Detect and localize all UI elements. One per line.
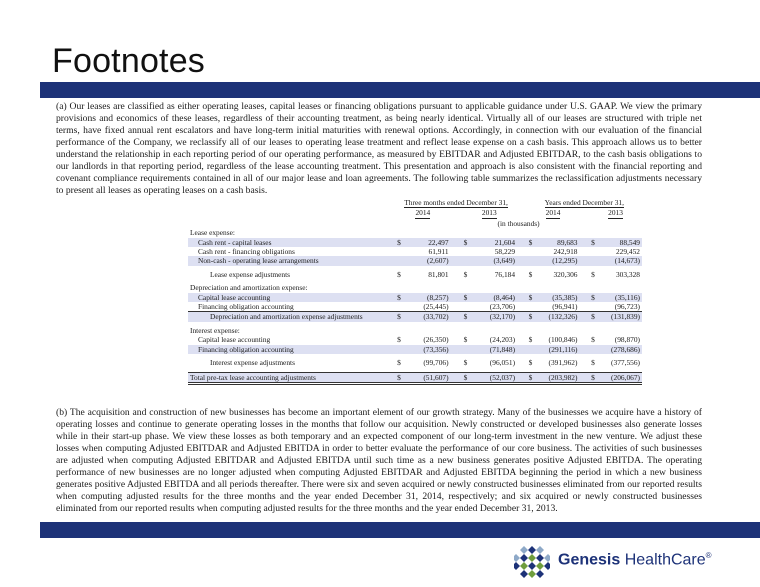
year-header: 2014 xyxy=(415,208,431,218)
company-logo xyxy=(514,545,734,579)
group-header-years: Years ended December 31, xyxy=(544,198,624,207)
lease-adjustments-table xyxy=(188,198,642,385)
table-row: Cash rent - financing obligations 61,911 58,229 242,918 229,452 xyxy=(198,247,640,257)
table-row: Cash rent - capital leases $ 22,497 $ 21,604 $ 89,683 $ 88,549 xyxy=(188,238,642,247)
subtotal-row: Depreciation and amortization expense adjustments $ (33,702) $ (32,170) $ (132,326) $ (131,839) xyxy=(188,312,642,322)
footnote-b: (b) The acquisition and construction of new businesses has become an important element of our growth strategy. Many of the businesses we acquire have a history of operating losses and continue to generate operating losses in the months that follow our acquisition. Newly constructed or developed businesses also generate losses while in their start-up phase. We view these losses as both temporary and an expected component of our long-term investment in the new venture. We adjust these losses when computing Adjusted EBITDAR and Adjusted EBITDA in order to better evaluate the performance of our core business. The activities of such businesses are adjusted when computing Adjusted EBITDAR and Adjusted EBITDA until such time as a new business generates positive Adjusted EBITDA. The operating performance of new businesses are no longer adjusted when computing Adjusted EBITDAR and Adjusted EBITDA beginning the period in which a new business generates positive Adjusted EBITDA and all periods thereafter. There were six and seven acquired or newly constructed businesses eliminated from our reported results when computing adjusted results for the three months and the year ended December 31, 2014, respectively; and six acquired or newly constructed businesses eliminated from our reported results when computing adjusted results for the three months and the year ended December 31, 2013. xyxy=(56,407,702,514)
quilt-logo-icon xyxy=(514,545,550,579)
year-header: 2013 xyxy=(481,208,497,218)
table-row: Capital lease accounting $ (26,350) $ (24,203) $ (100,846) $ (98,870) xyxy=(198,335,640,345)
grand-total-row: Total pre-tax lease accounting adjustments $ (51,607) $ (52,037) $ (203,982) $ (206,067) xyxy=(190,372,640,382)
subtotal-row: Interest expense adjustments $ (99,706) $ (96,051) $ (391,962) $ (377,556) xyxy=(210,358,640,368)
footnote-a: (a) Our leases are classified as either operating leases, capital leases or financing obligations pursuant to applicable guidance under U.S. GAAP. We view the primary provisions and economics of these leases, regardless of their accounting treatment, as being nearly identical. Virtually all of our leases are structured with triple net terms, have fixed annual rent escalators and have long-term initial maturities with renewal options. Accordingly, in connection with our evaluation of the financial performance of the Company, we reclassify all of our leases to operating lease treatment and reflect lease expense on a cash basis. This approach allows us to better understand the relationship in each reporting period of our operating performance, as measured by EBITDAR and Adjusted EBITDAR, to the cash basis obligations to our landlords in that reporting period, regardless of the lease accounting treatment. This presentation and approach is also consistent with the financial reporting and covenant compliance requirements contained in all of our major lease and loan agreements. The following table summarizes the reclassification adjustments necessary to present all leases as operating leases on a cash basis. xyxy=(56,101,702,196)
units-label: (in thousands) xyxy=(497,218,540,228)
table-row: Capital lease accounting $ (8,257) $ (8,464) $ (35,385) $ (35,116) xyxy=(188,293,642,302)
table-row: Financing obligation accounting (25,445) (23,706) (96,941) (96,723) xyxy=(198,302,640,312)
logo-wordmark: Genesis HealthCare® xyxy=(558,551,712,569)
group-header-three-months: Three months ended December 31, xyxy=(404,198,508,207)
header-bar xyxy=(40,82,760,98)
year-header: 2013 xyxy=(608,208,623,218)
footer-bar xyxy=(40,522,760,538)
table-row: Non-cash - operating lease arrangements (2,607) (3,649) (12,295) (14,673) xyxy=(188,256,642,265)
section-header: Interest expense: xyxy=(190,325,240,335)
year-header: 2014 xyxy=(545,208,561,218)
page-title: Footnotes xyxy=(52,42,206,80)
table-row: Financing obligation accounting (73,356) (71,848) (291,116) (278,686) xyxy=(188,345,642,354)
section-header: Lease expense: xyxy=(190,228,235,238)
subtotal-row: Lease expense adjustments $ 81,801 $ 76,184 $ 320,306 $ 303,328 xyxy=(210,269,640,279)
section-header: Depreciation and amortization expense: xyxy=(190,283,308,293)
